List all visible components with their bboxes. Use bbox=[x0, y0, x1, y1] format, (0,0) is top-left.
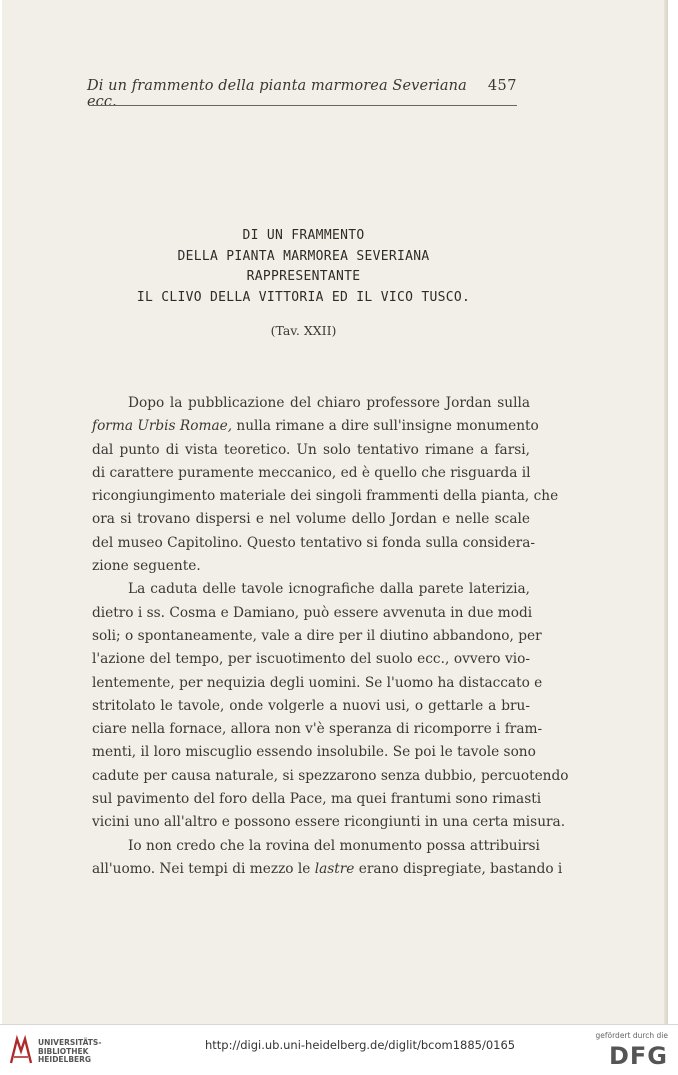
text-line: cadute per causa naturale, si spezzarono senza dubbio, percuotendo bbox=[92, 767, 569, 784]
italic-title: forma Urbis Romae, bbox=[92, 418, 233, 435]
italic-word: lastre bbox=[314, 860, 355, 877]
text-fragment: nulla rimane a dire sull'insigne monumento bbox=[232, 418, 539, 435]
text-line: dal punto di vista teoretico. Un solo tentativo rimane a farsi, bbox=[92, 441, 530, 458]
text-line: stritolato le tavole, onde volgerle a nuovi usi, o gettarle a bru- bbox=[92, 697, 530, 714]
university-library-logo-icon[interactable] bbox=[8, 1035, 34, 1065]
text-line: ora si trovano dispersi e nel volume dello Jordan e nelle scale bbox=[92, 511, 530, 528]
title-line: RAPPRESENTANTE bbox=[246, 269, 361, 284]
text-line: ricongiungimento materiale dei singoli frammenti della pianta, che bbox=[92, 488, 559, 505]
running-title: Di un frammento della pianta marmorea Severiana ecc. bbox=[87, 78, 467, 110]
text-line: di carattere puramente meccanico, ed è quello che risguarda il bbox=[92, 464, 531, 481]
text-line bbox=[92, 415, 539, 438]
title-line: DI UN FRAMMENTO bbox=[242, 228, 365, 243]
library-name-line: HEIDELBERG bbox=[38, 1055, 92, 1064]
text-line: zione seguente. bbox=[92, 558, 201, 575]
permalink-url[interactable]: http://digi.ub.uni-heidelberg.de/diglit/bcom1885/0165 bbox=[205, 1038, 516, 1052]
dfg-logo[interactable]: DFG bbox=[608, 1042, 668, 1070]
text-fragment: all'uomo. Nei tempi di mezzo le bbox=[92, 860, 315, 877]
library-name-line: BIBLIOTHEK bbox=[38, 1046, 89, 1056]
text-line: del museo Capitolino. Questo tentativo si fonda sulla considera- bbox=[92, 534, 535, 551]
text-fragment: erano dispregiate, bastando i bbox=[354, 860, 563, 877]
text-line: lentemente, per nequizia degli uomini. Se l'uomo ha distaccato e bbox=[92, 674, 543, 691]
body-text bbox=[92, 392, 569, 881]
text-line: l'azione del tempo, per iscuotimento del suolo ecc., ovvero vio- bbox=[92, 651, 530, 668]
header-rule bbox=[90, 105, 517, 106]
library-name-line: UNIVERSITÄTS- bbox=[38, 1038, 102, 1047]
text-line: sul pavimento del foro della Pace, ma quei frantumi sono rimasti bbox=[92, 791, 542, 808]
text-line bbox=[92, 858, 563, 881]
plate-reference: (Tav. XXII) bbox=[270, 323, 337, 338]
viewer-footer bbox=[0, 1024, 678, 1075]
library-name[interactable] bbox=[38, 1039, 101, 1065]
title-line: IL CLIVO DELLA VITTORIA ED IL VICO TUSCO. bbox=[136, 289, 471, 305]
text-line: dietro i ss. Cosma e Damiano, può essere avvenuta in due modi bbox=[92, 604, 533, 621]
page-edge bbox=[664, 0, 668, 1024]
text-line: Dopo la pubblicazione del chiaro professore Jordan sulla bbox=[128, 395, 530, 411]
funder-caption: gefördert durch die bbox=[595, 1031, 668, 1040]
text-line: soli; o spontaneamente, vale a dire per il diutino abbandono, per bbox=[92, 627, 542, 644]
text-line: menti, il loro miscuglio essendo insolubile. Se poi le tavole sono bbox=[92, 744, 536, 761]
page-number: 457 bbox=[487, 78, 517, 94]
title-line: DELLA PIANTA MARMOREA SEVERIANA bbox=[177, 248, 430, 264]
text-line: Io non credo che la rovina del monumento possa attribuirsi bbox=[128, 837, 540, 854]
text-line: La caduta delle tavole icnografiche dalla parete laterizia, bbox=[128, 581, 530, 598]
scanned-page bbox=[2, 0, 668, 1024]
text-line: ciare nella fornace, allora non v'è speranza di ricomporre i fram- bbox=[92, 721, 543, 738]
article-title bbox=[90, 226, 517, 308]
text-line: vicini uno all'altro e possono essere ricongiunti in una certa misura. bbox=[92, 814, 566, 831]
